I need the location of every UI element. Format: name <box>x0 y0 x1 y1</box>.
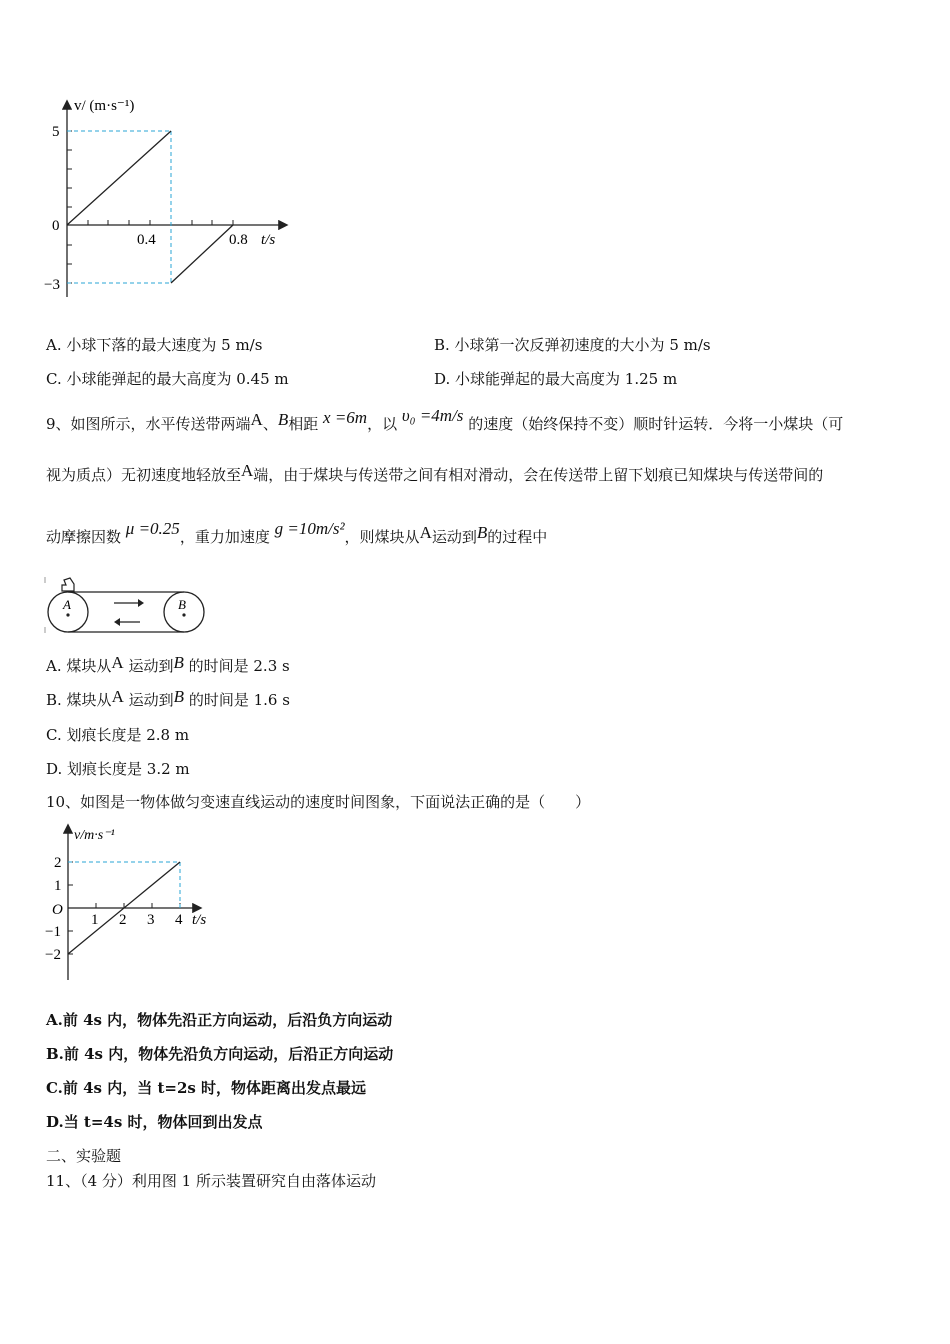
graph1-tick-5: 5 <box>52 124 60 140</box>
graph1-tick-0.8: 0.8 <box>229 232 248 248</box>
graph2-tick-1: 1 <box>54 878 62 894</box>
graph2-tick-neg2: −2 <box>45 947 61 963</box>
q9-option-b: B. 煤块从A 运动到B 的时间是 1.6 s <box>46 687 290 709</box>
belt-top-arrow <box>138 599 144 607</box>
q8-option-d: D. 小球能弹起的最大高度为 1.25 m <box>434 370 678 388</box>
graph1-fall-segment <box>67 131 171 225</box>
graph1-rebound-segment <box>171 225 233 283</box>
graph1-y-label: v/ (m·s⁻¹) <box>74 98 135 114</box>
coal-block <box>62 578 74 591</box>
q10-stem: 10、如图是一物体做匀变速直线运动的速度时间图象，下面说法正确的是（ ） <box>46 793 591 811</box>
graph2-xtick-2: 2 <box>119 912 127 928</box>
conveyor-belt-figure <box>44 575 209 635</box>
q9-stem-line2: 视为质点）无初速度地轻放至A端，由于煤块与传送带之间有相对滑动，会在传送带上留下划痕已知煤块与传送带间的 <box>46 461 824 484</box>
velocity-time-graph-1 <box>36 92 296 307</box>
q9-option-a: A. 煤块从A 运动到B 的时间是 2.3 s <box>46 653 290 675</box>
q11-stem: 11、（4 分）利用图 1 所示装置研究自由落体运动 <box>46 1172 376 1190</box>
q8-option-c: C. 小球能弹起的最大高度为 0.45 m <box>46 370 289 388</box>
math-mu: μ =0.25 <box>125 519 180 538</box>
graph2-origin: O <box>52 902 63 918</box>
graph2-xtick-4: 4 <box>175 912 183 928</box>
graph2-y-label: v/m·s⁻¹ <box>74 828 115 843</box>
math-x: x =6m <box>323 408 368 427</box>
graph2-tick-2: 2 <box>54 855 62 871</box>
belt-bottom-arrow <box>114 618 120 626</box>
q8-option-a: A. 小球下落的最大速度为 5 m/s <box>46 336 263 354</box>
graph1-tick-neg3: −3 <box>44 277 60 293</box>
graph2-x-label: t/s <box>192 912 207 928</box>
q10-option-b: B.前 4s 内，物体先沿负方向运动，后沿正方向运动 <box>46 1045 394 1063</box>
graph2-xtick-1: 1 <box>91 912 99 928</box>
q9-stem-line3: 动摩擦因数 μ =0.25，重力加速度 g =10m/s²，则煤块从A运动到B的过程中 <box>46 519 548 546</box>
graph1-x-label: t/s <box>261 232 276 248</box>
section-heading: 二、实验题 <box>46 1147 122 1165</box>
q9-stem-line1: 9、如图所示，水平传送带两端A、B相距 x =6m，以 υ₀ =4m/s 的速度（始终保持不变）顺时针运转．今将一小煤块（可 <box>46 406 844 433</box>
graph2-xtick-3: 3 <box>147 912 155 928</box>
belt-label-b: B <box>178 597 186 612</box>
graph1-tick-0: 0 <box>52 218 60 234</box>
belt-label-a: A <box>63 597 71 612</box>
q9-option-d: D. 划痕长度是 3.2 m <box>46 760 190 778</box>
velocity-time-graph-2 <box>40 820 220 985</box>
math-v0: υ₀ =4m/s <box>401 406 464 425</box>
q10-option-a: A.前 4s 内，物体先沿正方向运动，后沿负方向运动 <box>46 1011 393 1029</box>
graph1-tick-0.4: 0.4 <box>137 232 156 248</box>
math-g: g =10m/s² <box>274 519 345 538</box>
q10-option-d: D.当 t=4s 时，物体回到出发点 <box>46 1113 263 1131</box>
graph2-tick-neg1: −1 <box>45 924 61 940</box>
q8-option-b: B. 小球第一次反弹初速度的大小为 5 m/s <box>434 336 711 354</box>
q10-option-c: C.前 4s 内，当 t=2s 时，物体距离出发点最远 <box>46 1079 367 1097</box>
q9-option-c: C. 划痕长度是 2.8 m <box>46 726 190 744</box>
